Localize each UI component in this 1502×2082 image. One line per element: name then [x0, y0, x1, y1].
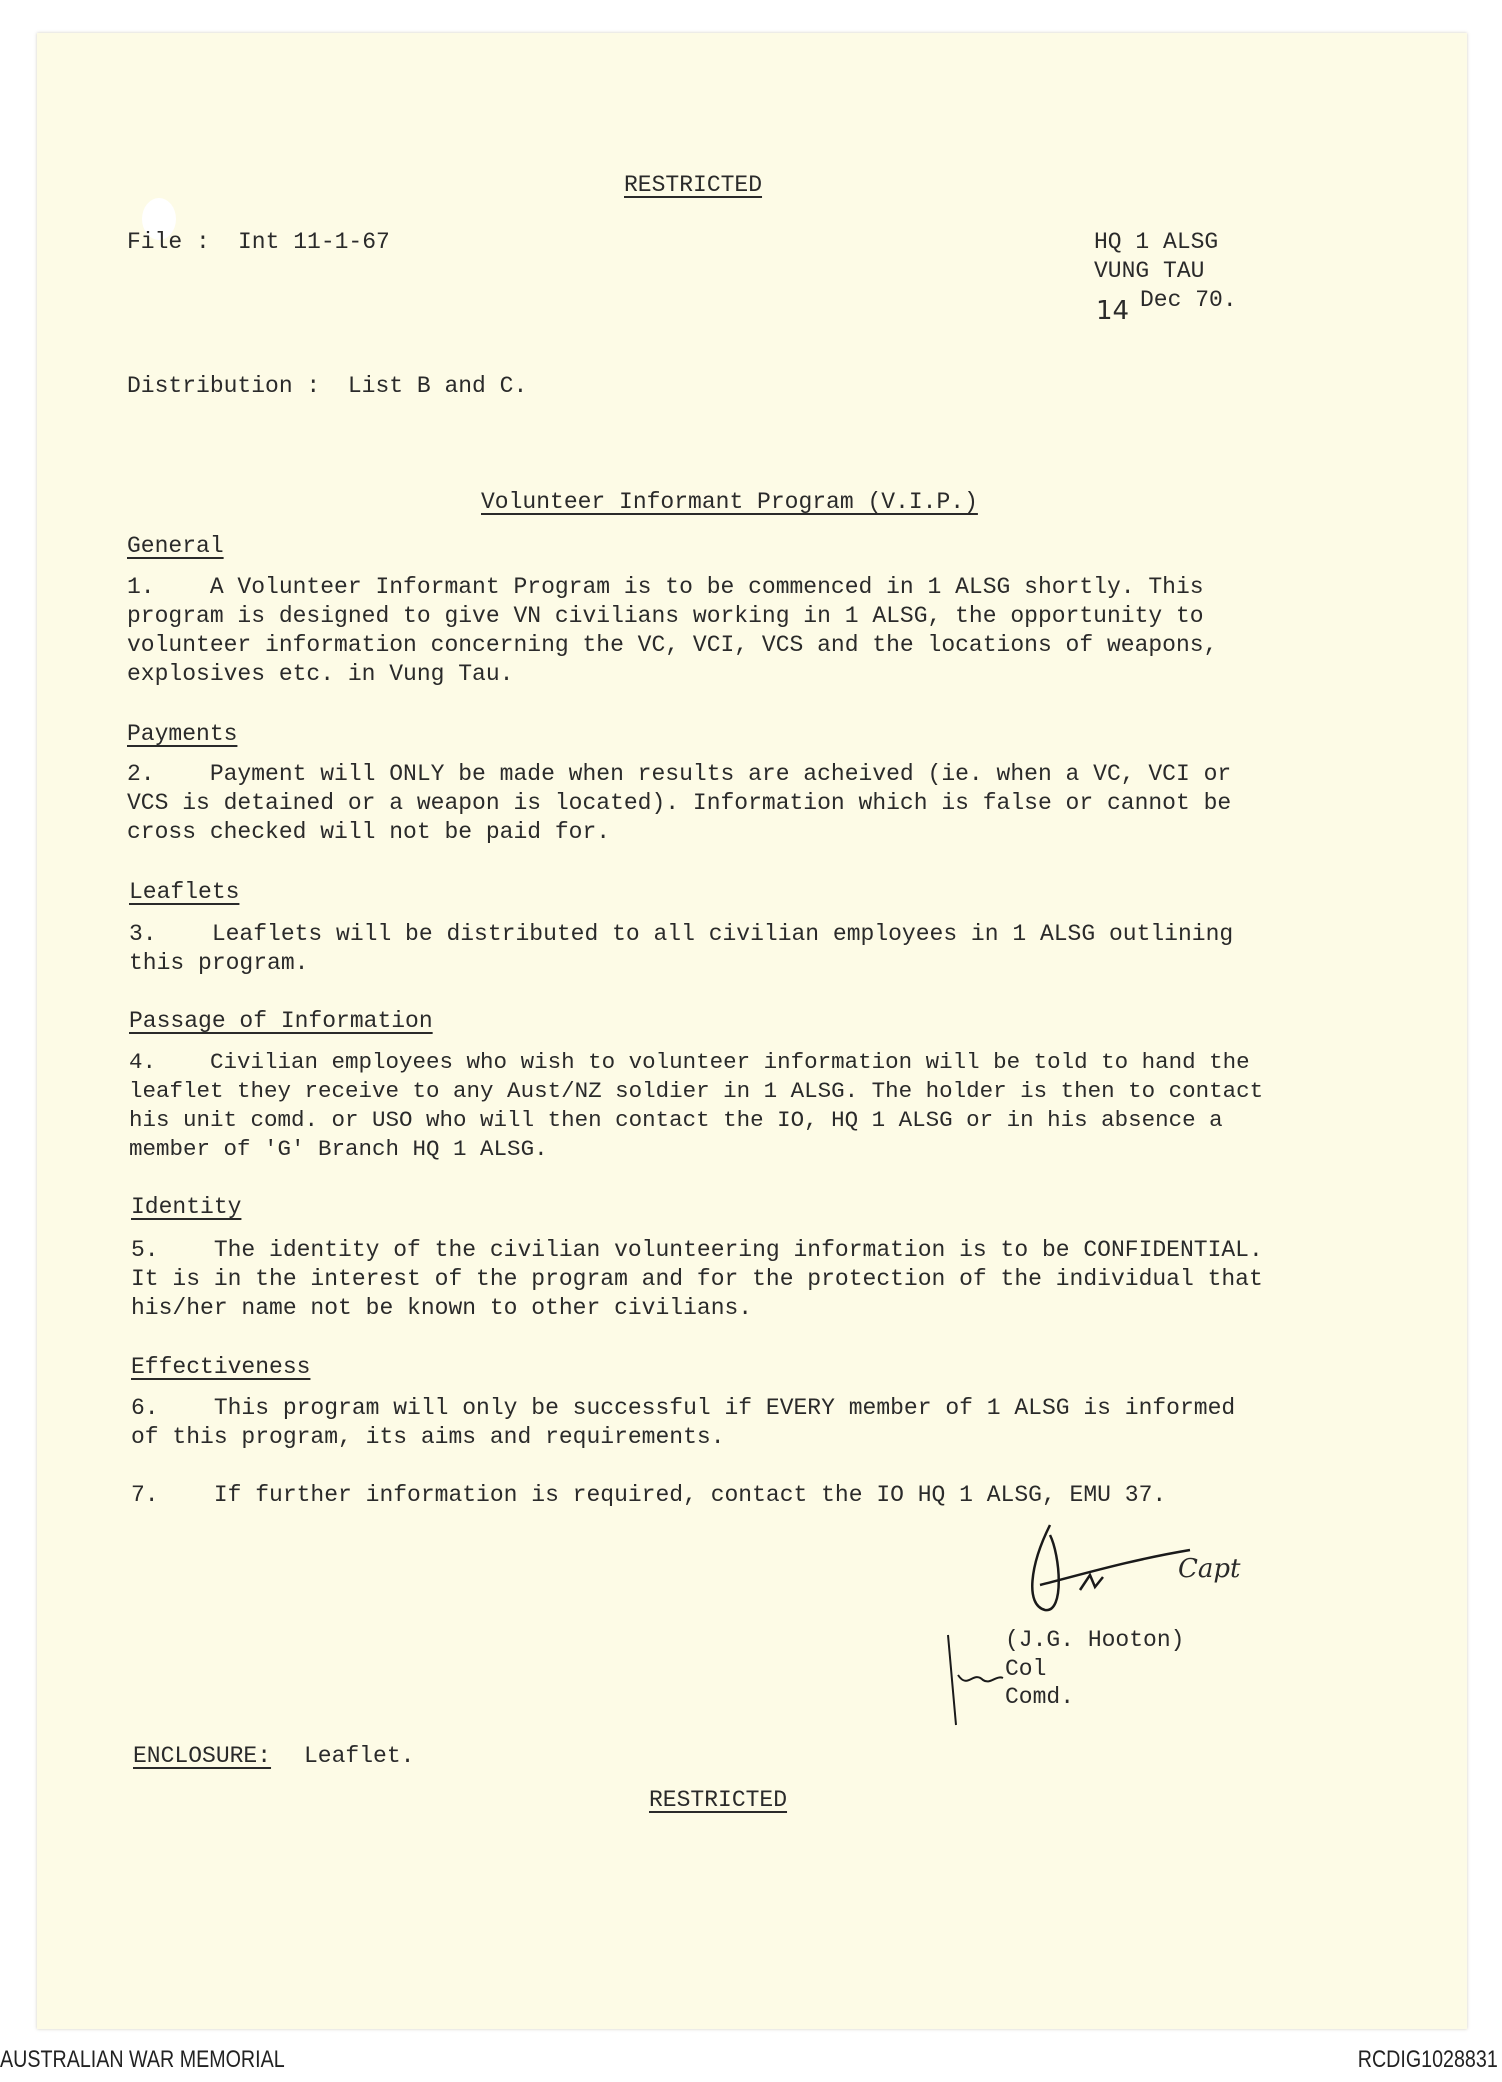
- address-line: HQ 1 ALSG: [1094, 229, 1219, 255]
- handwritten-for: [938, 1630, 1008, 1730]
- section-heading: Passage of Information: [129, 1008, 433, 1034]
- paragraph: 2. Payment will ONLY be made when results are acheived (ie. when a VC, VCI or VCS is detained or a weapon is located). Information which is false or cannot be cross checked will not be paid for.: [127, 761, 1232, 845]
- paragraph: 4. Civilian employees who wish to volunteer information will be told to hand the leaflet they receive to any Aust/NZ soldier in 1 ALSG. The holder is then to contact his unit comd. or USO who will then contact the IO, HQ 1 ALSG or in his absence a member of 'G' Branch HQ 1 ALSG.: [129, 1049, 1264, 1162]
- paragraph-7: 7. If further information is required, contact the IO HQ 1 ALSG, EMU 37.: [131, 1482, 1167, 1508]
- section-heading: Effectiveness: [131, 1354, 311, 1380]
- section-heading: Leaflets: [129, 879, 240, 905]
- signatory-appointment: Comd.: [1005, 1684, 1075, 1710]
- handwritten-rank: Capt: [1178, 1554, 1241, 1584]
- distribution: Distribution : List B and C.: [127, 373, 528, 399]
- archive-name: AUSTRALIAN WAR MEMORIAL: [0, 2046, 285, 2073]
- signatory-name: (J.G. Hooton): [1005, 1627, 1185, 1653]
- archive-id: RCDIG1028831: [1357, 2046, 1498, 2073]
- section-heading: General: [127, 533, 224, 559]
- paragraph: 5. The identity of the civilian volunteering information is to be CONFIDENTIAL. It is in the interest of the program and for the protection of the individual that his/her name not be known to other civilians.: [131, 1237, 1263, 1321]
- paragraph: 1. A Volunteer Informant Program is to be commenced in 1 ALSG shortly. This program is designed to give VN civilians working in 1 ALSG, the opportunity to volunteer information concerning the VC, VCI, VCS and the locations of weapons, explosives etc. in Vung Tau.: [127, 574, 1218, 687]
- paragraph: 3. Leaflets will be distributed to all civilian employees in 1 ALSG outlining this program.: [129, 921, 1234, 976]
- section-heading: Payments: [127, 721, 238, 747]
- paragraph: 6. This program will only be successful if EVERY member of 1 ALSG is informed of this program, its aims and requirements.: [131, 1395, 1236, 1450]
- address-line: VUNG TAU: [1094, 258, 1205, 284]
- enclosure-label: ENCLOSURE:: [133, 1743, 272, 1769]
- classification-bottom: RESTRICTED: [649, 1787, 788, 1813]
- file-reference: Int 11-1-67: [238, 229, 390, 255]
- section-heading: Identity: [131, 1194, 242, 1220]
- file-label: File :: [127, 229, 210, 255]
- document-title: Volunteer Informant Program (V.I.P.): [481, 489, 978, 515]
- date: Dec 70.: [1140, 287, 1237, 313]
- signatory-rank: Col: [1005, 1656, 1047, 1682]
- handwritten-day: 14: [1096, 296, 1130, 326]
- classification-top: RESTRICTED: [624, 172, 763, 198]
- enclosure: Leaflet.: [304, 1743, 415, 1769]
